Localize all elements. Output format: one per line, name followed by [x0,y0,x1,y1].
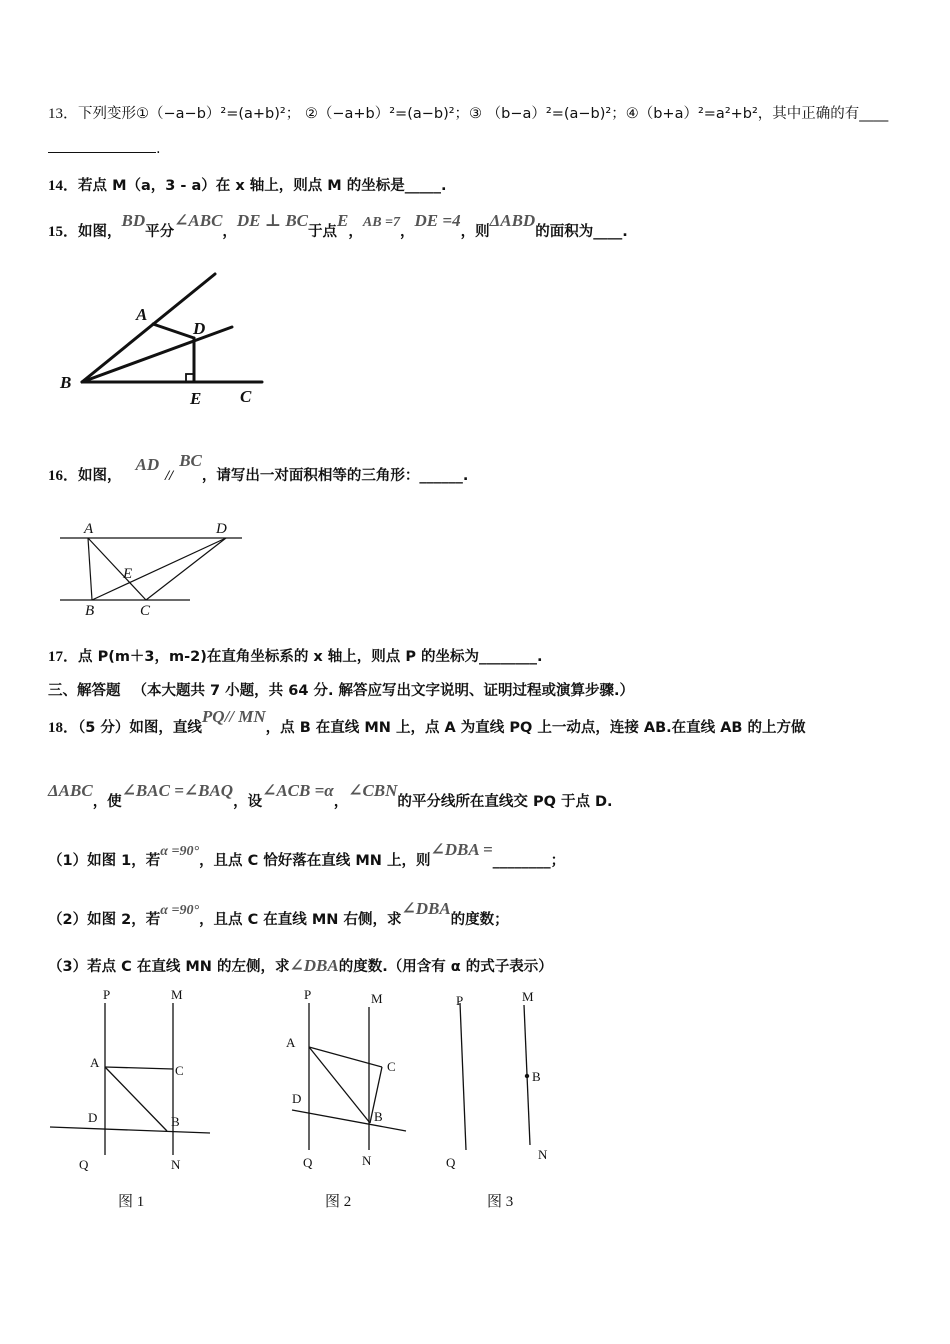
math-angle-dba: ∠DBA [401,899,451,918]
label-c: C [140,603,151,619]
segment-ac [88,538,146,600]
label-b: B [171,1114,180,1129]
segment-bd [92,538,226,600]
text-segment: 的度数； [450,912,509,928]
segment-ab [105,1067,167,1131]
label-e: E [190,389,202,408]
figure-18-3 [438,985,578,1215]
label-q: Q [303,1155,313,1170]
math-e: E [337,211,349,230]
text-segment: 的平分线所在直线交 PQ 于点 D. [397,794,613,810]
math-bd: BD [121,211,146,230]
question-13 [48,102,888,123]
section-title: 三、解答题 [48,683,121,699]
question-18-sub-3 [48,955,553,976]
question-14 [48,174,447,195]
question-13-continuation [48,140,161,157]
question-text: 下列变形①（−a−b）²=(a+b)²； ②（−a+b）²=(a−b)²；③ （b−a）²=(a−b)²；④（b+a）²=a²+b²，其中正确的有____ [78,106,889,122]
label-m: M [371,991,383,1006]
math-alpha-90: α =90° [160,903,200,918]
text-segment: ，且点 C 恰好落在直线 MN 上，则 [199,853,431,869]
math-angle-dba-eq: ∠DBA = [430,840,493,859]
math-pq-parallel-mn: PQ// MN [201,707,266,726]
line-bd [50,1127,210,1133]
text-segment: ，设 [233,794,263,810]
math-de-perp-bc: DE ⊥ BC [236,211,309,230]
question-number: 17． [48,649,79,665]
caption: 图 1 [118,1194,145,1210]
math-bc: BC [179,451,202,470]
parallel-symbol: // [165,468,174,484]
text-segment: ，使 [92,794,122,810]
text-segment: ，且点 C 在直线 MN 右侧，求 [199,912,402,928]
label-p: P [456,993,464,1008]
math-ab-7: AB =7 [362,215,401,230]
line-pq [460,1003,466,1150]
figure-16 [52,514,262,624]
label-p: P [304,987,312,1002]
segment-ad [153,324,194,338]
question-16 [48,451,469,485]
question-17 [48,645,543,666]
text-segment: ， [400,224,415,240]
math-angle-acb-alpha: ∠ACB =α [262,781,334,800]
segment-ab [309,1047,370,1123]
label-a: A [136,305,148,324]
segment-ac [105,1067,173,1069]
label-d: D [88,1110,98,1125]
label-e: E [123,566,133,582]
question-number: 13． [48,106,79,122]
math-triangle-abd: ΔABD [489,211,536,230]
question-18 [48,707,806,737]
ray-bd [82,327,232,382]
figure-18-2 [272,985,442,1215]
question-text: 若点 M（a，3 - a）在 x 轴上，则点 M 的坐标是_____. [78,178,447,194]
label-b: B [85,603,95,619]
math-ad: AD [135,455,160,474]
math-de-4: DE =4 [414,211,461,230]
question-text: 点 P(m＋3，m-2)在直角坐标系的 x 轴上，则点 P 的坐标为________. [78,649,543,665]
answer-blank [48,140,156,153]
label-n: N [538,1147,548,1162]
label-d: D [216,521,227,537]
question-18-sub-2 [48,899,509,929]
caption: 图 3 [487,1194,514,1210]
label-p: P [103,987,111,1002]
question-18-sub-1 [48,840,566,870]
text-segment: （1）如图 1，若 [48,853,161,869]
question-number: 18． [48,720,79,736]
text-segment: （3）若点 C 在直线 MN 的左侧，求 [48,959,290,975]
label-b: B [60,373,72,392]
text-segment: （5 分）如图，直线 [78,720,202,736]
question-15 [48,211,628,241]
math-angle-dba: ∠DBA [289,956,339,975]
segment-ac [309,1047,382,1067]
text-segment: ， [222,224,237,240]
text-segment: 的面积为____. [535,224,628,240]
question-number: 15． [48,224,79,240]
question-number: 16． [48,468,79,484]
math-angle-bac-eq-baq: ∠BAC =∠BAQ [121,781,234,800]
text-segment: 如图， [78,224,122,240]
figure-15 [40,262,280,412]
label-d: D [193,319,206,338]
text-segment: ， [333,794,349,810]
text-segment: ，请写出一对面积相等的三角形：______. [201,468,469,484]
text-segment: ________； [492,853,566,869]
math-angle-abc: ∠ABC [174,211,223,230]
label-c: C [175,1063,184,1078]
math-angle-cbn: ∠CBN [348,781,398,800]
label-b: B [532,1069,541,1084]
label-d: D [292,1091,302,1106]
text-segment: ，点 B 在直线 MN 上，点 A 为直线 PQ 上一动点，连接 AB.在直线 AB 的上方做 [265,720,806,736]
text-segment: （2）如图 2，若 [48,912,161,928]
section-heading [48,679,634,700]
label-q: Q [446,1155,456,1170]
label-a: A [90,1055,100,1070]
figure-18-1 [45,985,225,1215]
question-number: 14． [48,178,79,194]
label-m: M [522,989,534,1004]
segment-ab [88,538,92,600]
math-alpha-90: α =90° [160,844,200,859]
question-tail: . [156,141,161,157]
text-segment: 平分 [145,224,175,240]
point-b [525,1074,529,1078]
math-triangle-abc: ΔABC [48,781,93,800]
label-q: Q [79,1157,89,1172]
label-m: M [171,987,183,1002]
label-c: C [240,387,252,406]
text-segment: 的度数.（用含有 α 的式子表示） [338,959,553,975]
text-segment: 于点 [308,224,338,240]
text-segment: ，则 [460,224,490,240]
label-b: B [374,1109,383,1124]
label-n: N [171,1157,181,1172]
label-n: N [362,1153,372,1168]
label-a: A [84,521,94,537]
label-c: C [387,1059,396,1074]
label-a: A [286,1035,296,1050]
question-18-line-2 [48,781,613,811]
section-note: （本大题共 7 小题，共 64 分. 解答应写出文字说明、证明过程或演算步骤.） [132,683,635,699]
caption: 图 2 [325,1194,352,1210]
text-segment: 如图， [78,468,122,484]
text-segment: ， [348,224,363,240]
